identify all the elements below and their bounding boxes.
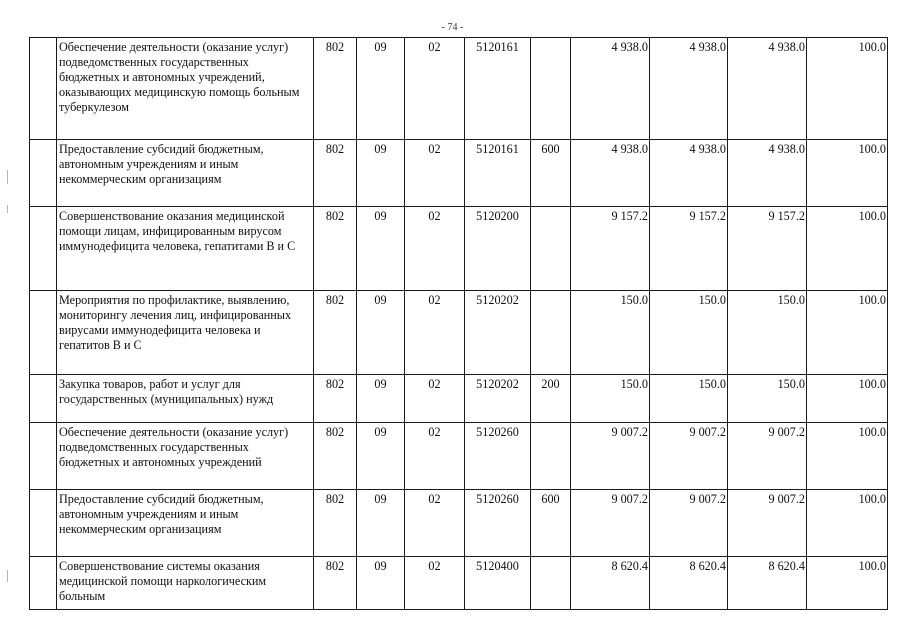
description-cell: Обеспечение деятельности (оказание услуг) подведомственных государственных бюджетных и автономных учреждений — [57, 423, 314, 490]
section-code-cell: 09 — [357, 207, 405, 291]
description-cell: Совершенствование оказания медицинской помощи лицам, инфицированным вирусом иммунодефицита человека, гепатитами В и С — [57, 207, 314, 291]
target-article-cell: 5120202 — [465, 291, 531, 375]
amount-executed-cell: 150.0 — [728, 375, 807, 423]
amount-executed-cell: 4 938.0 — [728, 140, 807, 207]
ministry-code-cell: 802 — [314, 207, 357, 291]
ministry-code-cell: 802 — [314, 375, 357, 423]
table-row — [30, 557, 888, 610]
amount-refined-cell: 8 620.4 — [650, 557, 728, 610]
scan-margin-mark — [7, 570, 8, 582]
subsection-code-cell: 02 — [405, 207, 465, 291]
subsection-code-cell: 02 — [405, 490, 465, 557]
target-article-cell: 5120202 — [465, 375, 531, 423]
percent-cell: 100.0 — [807, 375, 888, 423]
description-cell: Обеспечение деятельности (оказание услуг) подведомственных государственных бюджетных и автономных учреждений, оказывающих медицинскую помощь больным туберкулезом — [57, 38, 314, 140]
percent-cell: 100.0 — [807, 291, 888, 375]
blank-cell — [30, 38, 57, 140]
amount-planned-cell: 9 157.2 — [571, 207, 650, 291]
blank-cell — [30, 423, 57, 490]
amount-planned-cell: 9 007.2 — [571, 423, 650, 490]
percent-cell: 100.0 — [807, 207, 888, 291]
blank-cell — [30, 140, 57, 207]
subsection-code-cell: 02 — [405, 140, 465, 207]
amount-planned-cell: 4 938.0 — [571, 140, 650, 207]
budget-table — [29, 37, 888, 610]
table-row — [30, 38, 888, 140]
amount-executed-cell: 9 007.2 — [728, 423, 807, 490]
subsection-code-cell: 02 — [405, 375, 465, 423]
amount-executed-cell: 4 938.0 — [728, 38, 807, 140]
target-article-cell: 5120161 — [465, 140, 531, 207]
percent-cell: 100.0 — [807, 140, 888, 207]
budget-table-body — [30, 38, 888, 610]
ministry-code-cell: 802 — [314, 140, 357, 207]
section-code-cell: 09 — [357, 38, 405, 140]
ministry-code-cell: 802 — [314, 423, 357, 490]
amount-refined-cell: 4 938.0 — [650, 38, 728, 140]
percent-cell: 100.0 — [807, 490, 888, 557]
expense-type-cell: 200 — [531, 375, 571, 423]
description-cell: Предоставление субсидий бюджетным, автономным учреждениям и иным некоммерческим организациям — [57, 490, 314, 557]
percent-cell: 100.0 — [807, 38, 888, 140]
amount-planned-cell: 4 938.0 — [571, 38, 650, 140]
subsection-code-cell: 02 — [405, 38, 465, 140]
amount-planned-cell: 150.0 — [571, 375, 650, 423]
expense-type-cell — [531, 38, 571, 140]
section-code-cell: 09 — [357, 490, 405, 557]
amount-refined-cell: 9 007.2 — [650, 490, 728, 557]
scan-margin-mark — [7, 205, 8, 213]
expense-type-cell — [531, 291, 571, 375]
table-row — [30, 490, 888, 557]
amount-refined-cell: 4 938.0 — [650, 140, 728, 207]
subsection-code-cell: 02 — [405, 557, 465, 610]
target-article-cell: 5120200 — [465, 207, 531, 291]
section-code-cell: 09 — [357, 423, 405, 490]
scan-margin-mark — [7, 170, 8, 184]
expense-type-cell — [531, 423, 571, 490]
percent-cell: 100.0 — [807, 557, 888, 610]
table-row — [30, 375, 888, 423]
expense-type-cell — [531, 557, 571, 610]
description-cell: Мероприятия по профилактике, выявлению, мониторингу лечения лиц, инфицированных вирусами иммунодефицита человека и гепатитов В и С — [57, 291, 314, 375]
blank-cell — [30, 490, 57, 557]
ministry-code-cell: 802 — [314, 557, 357, 610]
description-cell: Совершенствование системы оказания медицинской помощи наркологическим больным — [57, 557, 314, 610]
section-code-cell: 09 — [357, 557, 405, 610]
blank-cell — [30, 291, 57, 375]
description-cell: Предоставление субсидий бюджетным, автономным учреждениям и иным некоммерческим организациям — [57, 140, 314, 207]
blank-cell — [30, 207, 57, 291]
amount-executed-cell: 8 620.4 — [728, 557, 807, 610]
subsection-code-cell: 02 — [405, 291, 465, 375]
amount-planned-cell: 8 620.4 — [571, 557, 650, 610]
ministry-code-cell: 802 — [314, 38, 357, 140]
amount-planned-cell: 150.0 — [571, 291, 650, 375]
target-article-cell: 5120260 — [465, 490, 531, 557]
amount-executed-cell: 9 157.2 — [728, 207, 807, 291]
target-article-cell: 5120400 — [465, 557, 531, 610]
target-article-cell: 5120161 — [465, 38, 531, 140]
amount-refined-cell: 9 157.2 — [650, 207, 728, 291]
amount-planned-cell: 9 007.2 — [571, 490, 650, 557]
amount-executed-cell: 9 007.2 — [728, 490, 807, 557]
expense-type-cell — [531, 207, 571, 291]
ministry-code-cell: 802 — [314, 490, 357, 557]
ministry-code-cell: 802 — [314, 291, 357, 375]
subsection-code-cell: 02 — [405, 423, 465, 490]
section-code-cell: 09 — [357, 140, 405, 207]
expense-type-cell: 600 — [531, 490, 571, 557]
expense-type-cell: 600 — [531, 140, 571, 207]
table-row — [30, 140, 888, 207]
amount-executed-cell: 150.0 — [728, 291, 807, 375]
page-number: - 74 - — [441, 22, 464, 33]
amount-refined-cell: 150.0 — [650, 375, 728, 423]
table-row — [30, 423, 888, 490]
amount-refined-cell: 150.0 — [650, 291, 728, 375]
percent-cell: 100.0 — [807, 423, 888, 490]
target-article-cell: 5120260 — [465, 423, 531, 490]
blank-cell — [30, 557, 57, 610]
section-code-cell: 09 — [357, 375, 405, 423]
description-cell: Закупка товаров, работ и услуг для государственных (муниципальных) нужд — [57, 375, 314, 423]
table-row — [30, 207, 888, 291]
blank-cell — [30, 375, 57, 423]
section-code-cell: 09 — [357, 291, 405, 375]
amount-refined-cell: 9 007.2 — [650, 423, 728, 490]
table-row — [30, 291, 888, 375]
